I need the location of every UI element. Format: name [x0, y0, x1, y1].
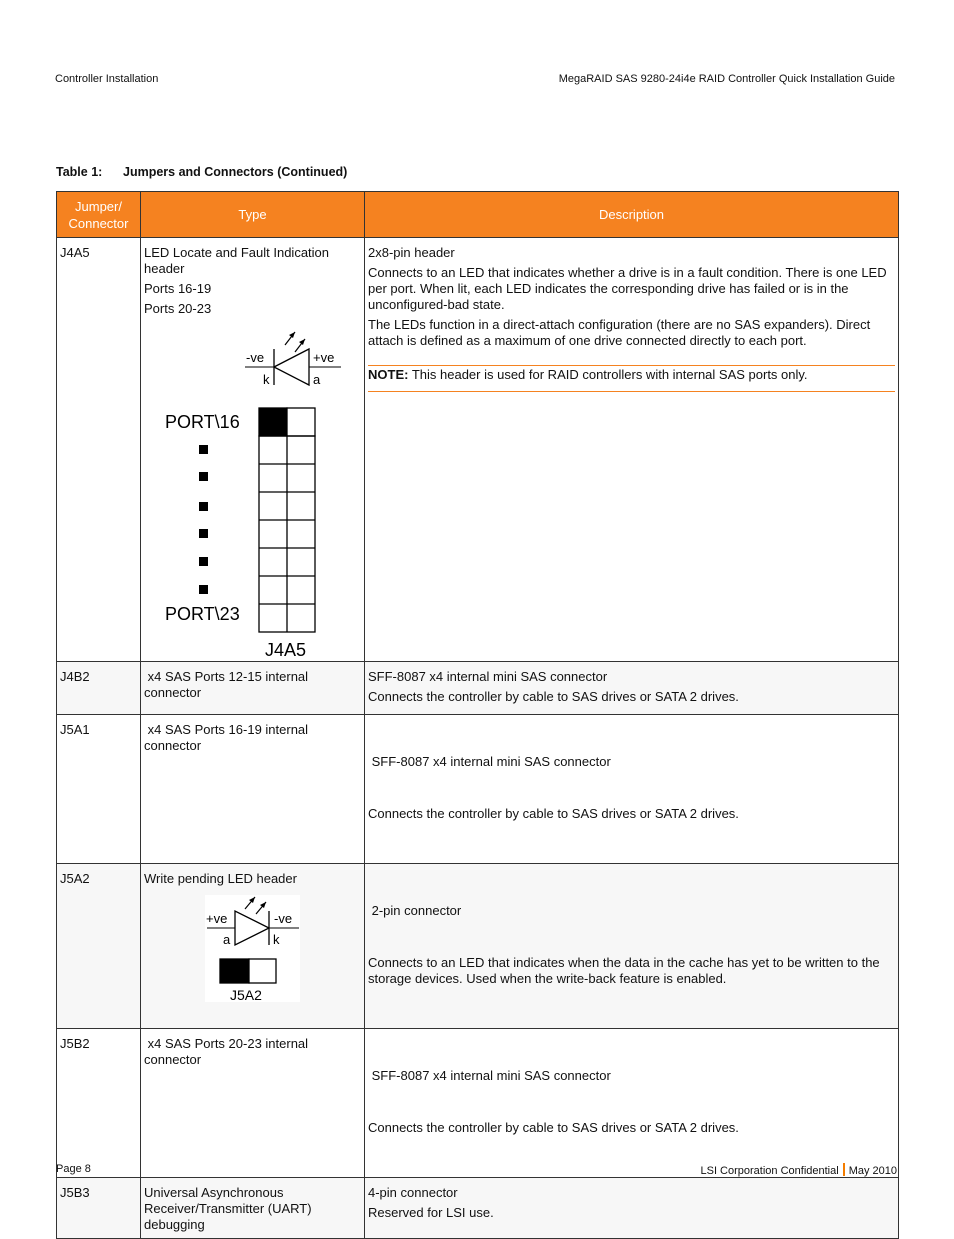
table-row-j5a2 — [57, 864, 899, 1029]
desc-text: The LEDs function in a direct-attach configuration (there are no SAS expanders). Direct attach is defined as a maximum of one drive connected directly to each port. — [368, 317, 871, 348]
jumpers-connectors-table — [56, 191, 899, 1239]
desc-text: SFF-8087 x4 internal mini SAS connector — [368, 669, 608, 684]
desc-text: SFF-8087 x4 internal mini SAS connector — [368, 754, 611, 769]
led-k-label: k — [273, 932, 280, 947]
led-a-label: a — [223, 932, 231, 947]
note-box — [368, 365, 895, 392]
table-header-row — [57, 192, 899, 238]
port-top-label: PORT\16 — [165, 412, 240, 432]
led-pos-label: +ve — [206, 911, 228, 926]
desc-text: 2x8-pin header — [368, 245, 455, 260]
type-text: Write pending LED header — [144, 871, 297, 886]
type-text: Ports 16-19 — [144, 281, 212, 296]
running-header-left: Controller Installation — [55, 73, 159, 85]
type-text: x4 SAS Ports 20-23 internal connector — [144, 1036, 312, 1067]
desc-text: Reserved for LSI use. — [368, 1205, 494, 1220]
table-row-j5a1 — [57, 715, 899, 864]
column-header-jumper: Jumper/ Connector — [57, 192, 141, 238]
j4a5-header-diagram — [141, 326, 363, 661]
table-row-j4a5 — [57, 238, 899, 662]
led-k-label: k — [263, 372, 270, 387]
footer-separator — [843, 1163, 845, 1176]
desc-text: Connects to an LED that indicates when the data in the cache has yet to be written to the storage devices. Used when the write-back feature is enabled. — [368, 955, 880, 986]
note-text: This header is used for RAID controllers with internal SAS ports only. — [408, 367, 808, 382]
page-number: Page 8 — [56, 1163, 91, 1175]
header-name-label: J5A2 — [230, 987, 262, 1002]
pin-grid — [220, 959, 276, 983]
row-id: J5B2 — [60, 1036, 90, 1051]
header-name-label: J4A5 — [265, 640, 307, 660]
desc-text: Connects the controller by cable to SAS drives or SATA 2 drives. — [368, 1120, 739, 1135]
led-a-label: a — [313, 372, 321, 387]
led-pos-label: +ve — [313, 350, 335, 365]
table-caption-number: Table 1: — [56, 165, 103, 179]
port-bottom-label: PORT\23 — [165, 604, 240, 624]
type-text: Universal Asynchronous Receiver/Transmitter (UART) debugging — [144, 1185, 312, 1232]
row-id: J5A1 — [60, 722, 90, 737]
table-caption — [56, 165, 347, 179]
type-text: LED Locate and Fault Indication header — [144, 245, 330, 276]
row-id: J4A5 — [60, 245, 90, 260]
j5a2-header-diagram — [141, 892, 363, 1002]
column-header-type: Type — [141, 192, 365, 238]
led-neg-label: -ve — [274, 911, 293, 926]
desc-text: 2-pin connector — [368, 903, 462, 918]
confidential-label: LSI Corporation Confidential — [700, 1165, 839, 1177]
pin-grid — [259, 408, 315, 632]
table-caption-title: Jumpers and Connectors (Continued) — [123, 165, 348, 179]
row-id: J4B2 — [60, 669, 90, 684]
desc-text: Connects to an LED that indicates whether a drive is in a fault condition. There is one LED per port. When lit, each LED indicates the corresponding drive has failed or is in the unconfigured-bad state. — [368, 265, 887, 312]
type-text: x4 SAS Ports 16-19 internal connector — [144, 722, 312, 753]
table-row-j5b2 — [57, 1029, 899, 1178]
desc-text: Connects the controller by cable to SAS drives or SATA 2 drives. — [368, 689, 739, 704]
desc-text: 4-pin connector — [368, 1185, 458, 1200]
type-text: Ports 20-23 — [144, 301, 212, 316]
desc-text: Connects the controller by cable to SAS drives or SATA 2 drives. — [368, 806, 739, 821]
running-header-right: MegaRAID SAS 9280-24i4e RAID Controller Quick Installation Guide — [558, 73, 895, 85]
row-id: J5B3 — [60, 1185, 90, 1200]
led-neg-label: -ve — [246, 350, 265, 365]
desc-text: SFF-8087 x4 internal mini SAS connector — [368, 1068, 611, 1083]
note-label: NOTE: — [368, 367, 409, 382]
type-text: x4 SAS Ports 12-15 internal connector — [144, 669, 312, 700]
table-row-j4b2 — [57, 662, 899, 715]
column-header-description: Description — [365, 192, 899, 238]
port-marker-squares — [199, 445, 208, 594]
row-id: J5A2 — [60, 871, 90, 886]
table-row-j5b3 — [57, 1178, 899, 1239]
footer-date: May 2010 — [848, 1165, 897, 1177]
footer-right — [700, 1163, 897, 1177]
